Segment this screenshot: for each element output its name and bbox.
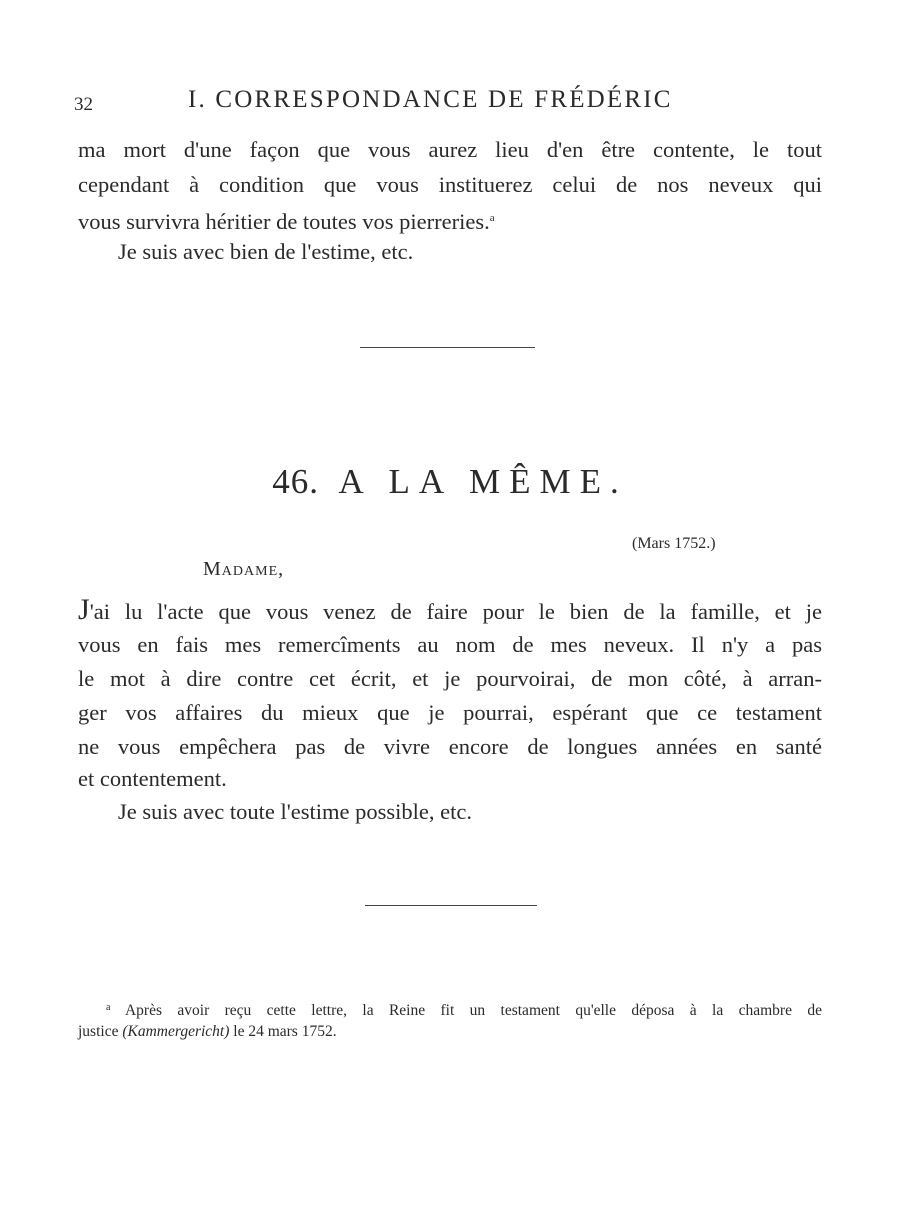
footnote-text: Après avoir reçu cette lettre, la Reine fit un testament qu'elle déposa à la chambre de <box>124 1002 822 1019</box>
text-line <box>78 595 822 627</box>
text-line: ne vous empêchera pas de vivre encore de longues années en santé <box>78 734 822 759</box>
page-number: 32 <box>74 94 93 115</box>
closing-line: Je suis avec bien de l'estime, etc. <box>118 239 414 264</box>
footnote-line <box>78 1020 822 1044</box>
initial-letter: J <box>78 593 90 626</box>
text-line-content: vous survivra héritier de toutes vos pierreries. <box>78 209 490 234</box>
text-line: et contentement. <box>78 766 227 791</box>
footnote-marker: a <box>106 1002 111 1013</box>
footnote-text: justice <box>78 1023 123 1040</box>
section-divider <box>360 347 535 348</box>
letter-title <box>0 462 900 502</box>
text-line: ma mort d'une façon que vous aurez lieu d'en être contente, le tout <box>78 137 822 162</box>
text-line <box>78 203 822 237</box>
letter-date: (Mars 1752.) <box>632 535 716 552</box>
running-title: I. CORRESPONDANCE DE FRÉDÉRIC <box>188 86 673 113</box>
section-divider <box>365 905 537 906</box>
text-line-content: 'ai lu l'acte que vous venez de faire pour le bien de la famille, et je <box>89 599 822 624</box>
footnote-line <box>78 996 822 1023</box>
letter-number: 46. <box>272 462 319 501</box>
footnote-text: le 24 mars 1752. <box>229 1023 337 1040</box>
footnote-italic: (Kammergericht) <box>122 1023 230 1040</box>
text-line: ger vos affaires du mieux que je pourrai, espérant que ce testament <box>78 700 822 725</box>
closing-line: Je suis avec toute l'estime possible, etc. <box>118 799 472 824</box>
text-line: cependant à condition que vous instituerez celui de nos neveux qui <box>78 172 822 197</box>
text-line: vous en fais mes remercîments au nom de mes neveux. Il n'y a pas <box>78 632 822 657</box>
salutation: Madame, <box>203 558 285 580</box>
footnote-marker: a <box>489 212 495 224</box>
letter-heading: A LA MÊME. <box>338 462 628 501</box>
text-line: le mot à dire contre cet écrit, et je pourvoirai, de mon côté, à arran- <box>78 666 822 691</box>
